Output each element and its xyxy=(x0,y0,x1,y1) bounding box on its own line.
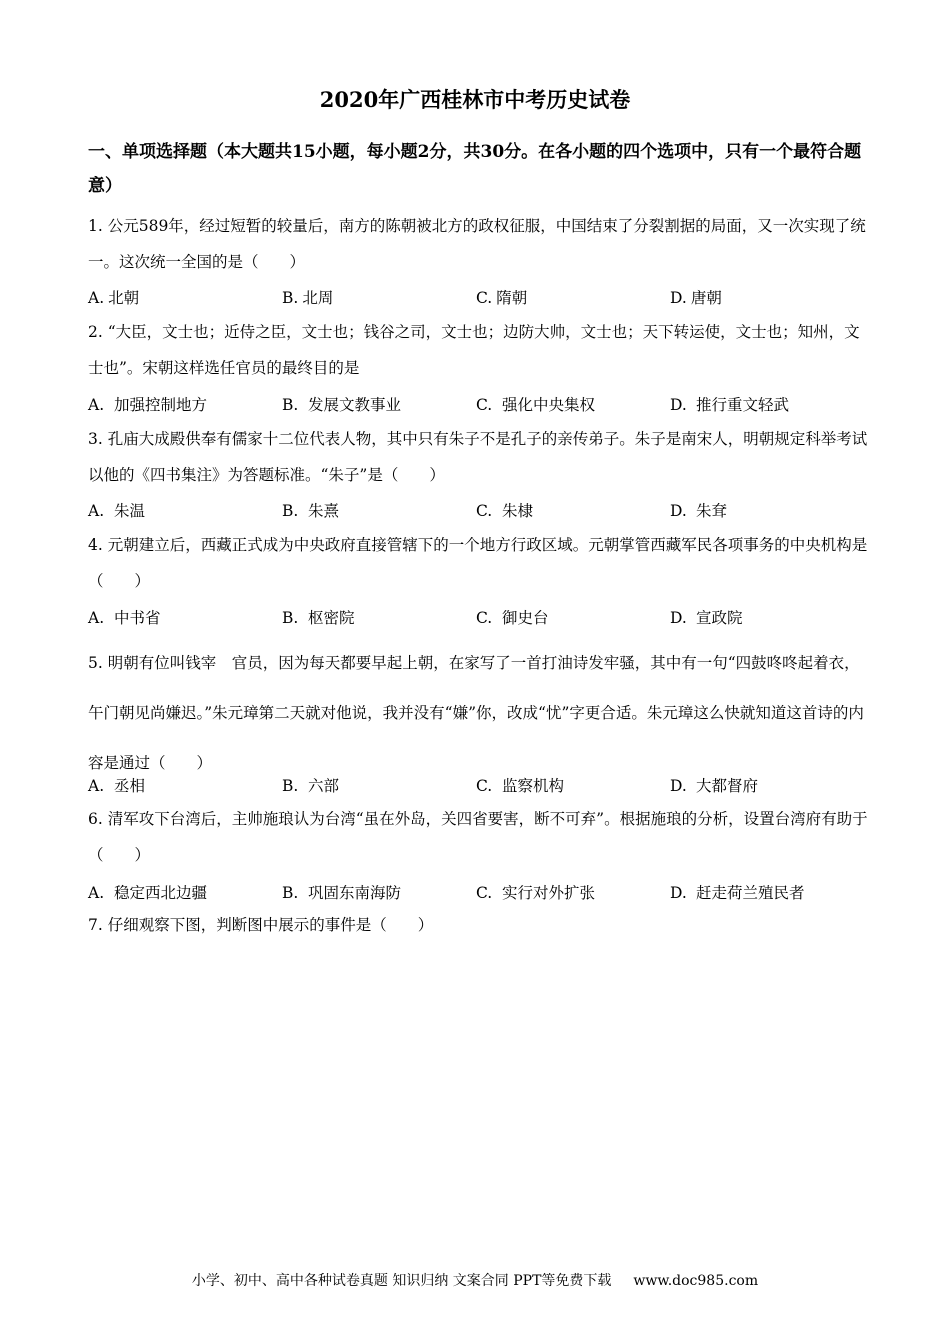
option-d: D. 大都督府 xyxy=(670,777,759,795)
question-2-stem: 2. “大臣，文士也；近侍之臣，文士也；钱谷之司，文士也；边防大帅，文士也；天下转运使，文士也；知州，文士也”。宋朝这样选任官员的最终目的是 xyxy=(88,323,860,377)
option-b: B. 发展文教事业 xyxy=(282,396,402,414)
option-a: A. 北朝 xyxy=(88,289,140,307)
option-d: D. 赶走荷兰殖民者 xyxy=(670,884,805,902)
exam-title: 2020年广西桂林市中考历史试卷 xyxy=(319,87,631,112)
option-a: A. 朱温 xyxy=(88,502,146,520)
question-1-options xyxy=(88,286,868,310)
option-b: B. 六部 xyxy=(282,777,340,795)
question-3-stem: 3. 孔庙大成殿供奉有儒家十二位代表人物，其中只有朱子不是孔子的亲传弟子。朱子是南宋人，明朝规定科举考试以他的《四书集注》为答题标准。“朱子”是（ ） xyxy=(88,430,868,484)
option-a: A. 中书省 xyxy=(88,609,161,627)
option-b: B. 枢密院 xyxy=(282,609,355,627)
question-6-options xyxy=(88,881,868,905)
option-d: D. 宣政院 xyxy=(670,609,743,627)
question-3-options xyxy=(88,499,868,523)
option-a: A. 加强控制地方 xyxy=(88,396,208,414)
question-4-options xyxy=(88,606,868,630)
question-6-stem: 6. 清军攻下台湾后，主帅施琅认为台湾“虽在外岛，关四省要害，断不可弃”。根据施琅的分析，设置台湾府有助于（ ） xyxy=(88,810,868,864)
option-c: C. 朱棣 xyxy=(476,502,534,520)
footer-text: 小学、初中、高中各种试卷真题 知识归纳 文案合同 PPT等免费下载 xyxy=(191,1273,612,1289)
question-2-options xyxy=(88,393,868,417)
page-footer xyxy=(0,1270,950,1290)
option-b: B. 朱熹 xyxy=(282,502,340,520)
question-4-stem: 4. 元朝建立后，西藏正式成为中央政府直接管辖下的一个地方行政区域。元朝掌管西藏军民各项事务的中央机构是（ ） xyxy=(88,536,868,590)
footer-url[interactable]: www.doc985.com xyxy=(633,1273,759,1289)
question-7-stem: 7. 仔细观察下图，判断图中展示的事件是（ ） xyxy=(88,916,434,934)
option-a: A. 丞相 xyxy=(88,777,146,795)
question-1-stem: 1. 公元589年，经过短暂的较量后，南方的陈朝被北方的政权征服，中国结束了分裂割据的局面，又一次实现了统一。这次统一全国的是（ ） xyxy=(88,217,866,271)
option-d: D. 朱耷 xyxy=(670,502,728,520)
option-b: B. 北周 xyxy=(282,289,334,307)
option-c: C. 隋朝 xyxy=(476,289,528,307)
option-b: B. 巩固东南海防 xyxy=(282,884,402,902)
option-c: C. 监察机构 xyxy=(476,777,565,795)
option-c: C. 御史台 xyxy=(476,609,549,627)
question-5-options xyxy=(88,774,868,798)
option-d: D. 推行重文轻武 xyxy=(670,396,790,414)
option-d: D. 唐朝 xyxy=(670,289,722,307)
option-c: C. 实行对外扩张 xyxy=(476,884,596,902)
option-c: C. 强化中央集权 xyxy=(476,396,596,414)
option-a: A. 稳定西北边疆 xyxy=(88,884,208,902)
section-heading: 一、单项选择题（本大题共15小题，每小题2分，共30分。在各小题的四个选项中，只有一个最符合题意） xyxy=(88,142,862,196)
question-5-stem: 5. 明朝有位叫钱宰 官员，因为每天都要早起上朝，在家写了一首打油诗发牢骚，其中有一句“四鼓咚咚起着衣，午门朝见尚嫌迟。”朱元璋第二天就对他说，我并没有“嫌”你，改成“忧”字更合适。朱元璋这么快就知道这首诗的内容是通过（ ） xyxy=(88,654,864,772)
